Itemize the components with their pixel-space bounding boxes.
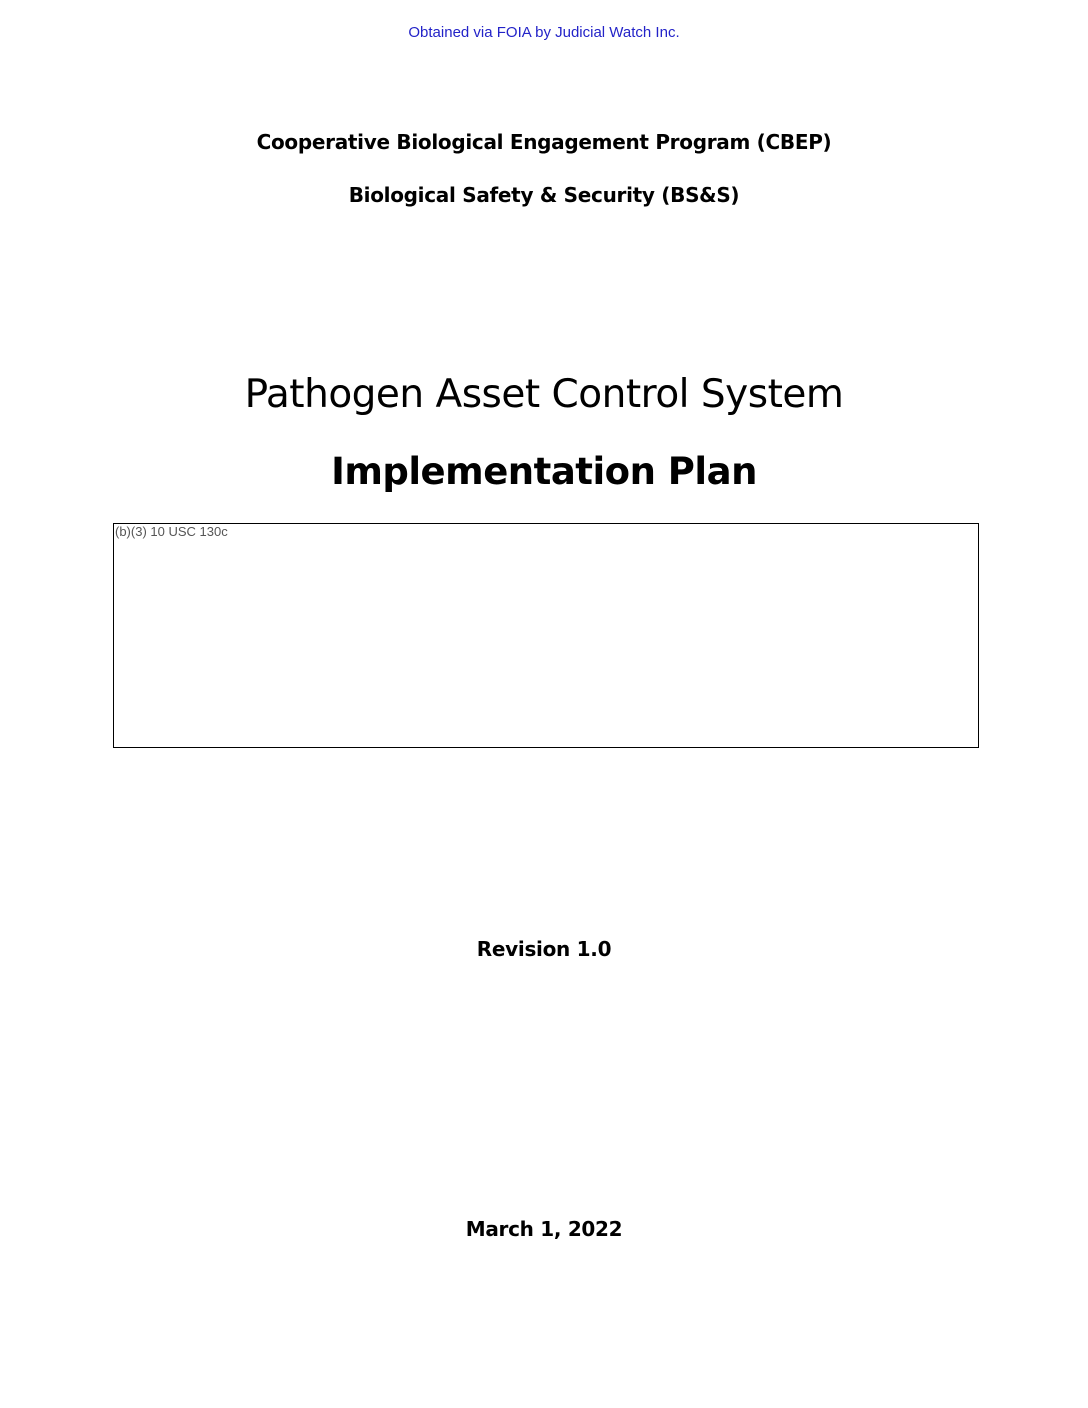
program-name: Cooperative Biological Engagement Program (CBEP) [256,130,832,154]
department-name: Biological Safety & Security (BS&S) [348,183,740,207]
document-subtitle: Implementation Plan [331,450,757,493]
redaction-box [113,523,979,748]
redaction-label: (b)(3) 10 USC 130c [115,524,228,539]
document-date: March 1, 2022 [465,1217,623,1241]
document-title: Pathogen Asset Control System [244,372,844,417]
foia-notice: Obtained via FOIA by Judicial Watch Inc. [408,24,680,41]
revision-label: Revision 1.0 [476,937,612,961]
